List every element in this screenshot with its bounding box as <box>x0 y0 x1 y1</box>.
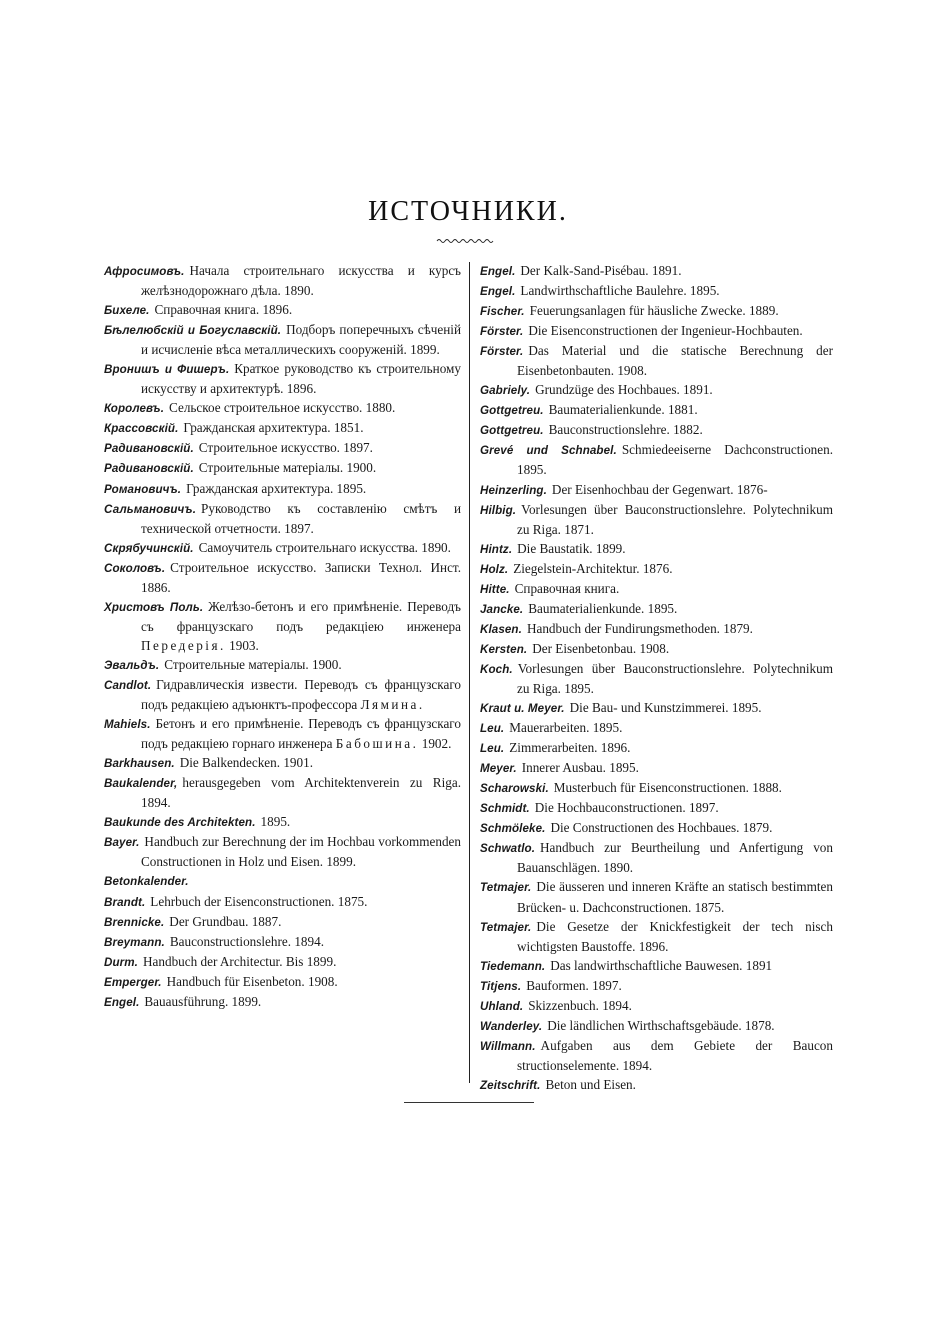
entry-author: Engel. <box>104 995 140 1009</box>
entry-text: Die Balkendecken. 1901. <box>179 755 314 771</box>
entry-text: Бетонъ и его примѣненіе. Переводъ съ французскаго подъ редакціею горнаго инженера <box>141 716 461 752</box>
bibliography-entry <box>480 321 833 341</box>
entry-text: Musterbuch für Eisenconstructionen. 1888. <box>553 780 782 796</box>
entry-author: Scharowski. <box>480 782 549 796</box>
entry-text: Baumaterialienkunde. 1895. <box>528 600 678 616</box>
bibliography-entry <box>104 714 461 753</box>
entry-text: Bauausführung. 1899. <box>144 993 262 1009</box>
bibliography-entry <box>104 438 461 458</box>
entry-editor: Бабошина. <box>335 736 419 752</box>
entry-author: Hitte. <box>480 582 510 596</box>
bibliography-entry <box>104 655 461 675</box>
bibliography-entry <box>104 261 461 300</box>
entry-text: Handbuch für Eisenbeton. 1908. <box>166 973 338 989</box>
bibliography-entry <box>480 380 833 400</box>
entry-text: Желѣзо-бетонъ и его примѣненіе. Переводъ съ французскаго подъ редакціею инженера <box>141 598 461 634</box>
entry-text: Mauerarbeiten. 1895. <box>509 720 623 736</box>
entry-author: Barkhausen. <box>104 757 175 771</box>
bibliography-entry <box>104 538 461 558</box>
entry-author: Bayer. <box>104 836 140 850</box>
entry-text: Die Constructionen des Hochbaues. 1879. <box>550 820 773 836</box>
entry-author: Titjens. <box>480 979 522 993</box>
entry-text: Строительное искусство. 1897. <box>198 440 373 456</box>
entry-author: Schmidt. <box>480 802 530 816</box>
bibliography-entry <box>104 597 461 655</box>
entry-author: Holz. <box>480 562 509 576</box>
entry-author: Brandt. <box>104 895 146 909</box>
bibliography-entry <box>480 341 833 380</box>
entry-text: Der Kalk-Sand-Pisébau. 1891. <box>520 263 682 278</box>
bibliography-entry <box>480 1036 833 1075</box>
bibliography-entry <box>480 261 833 281</box>
entry-text: Feuerungsanlagen für häusliche Zwecke. 1889. <box>529 303 779 319</box>
column-divider <box>469 262 470 1083</box>
entry-author: Willmann. <box>480 1039 536 1053</box>
entry-text: Строительные матеріалы. 1900. <box>198 460 377 476</box>
entry-text: Vorlesungen über Bauconstructionslehre. Polytechnikum zu Riga. 1895. <box>517 660 833 696</box>
bibliography-entry <box>104 992 461 1012</box>
entry-text: Die Baustatik. 1899. <box>517 540 626 556</box>
left-column <box>104 261 461 1012</box>
entry-author: Heinzerling. <box>480 483 547 497</box>
entry-text: Справочная книга. 1896. <box>154 302 293 318</box>
entry-author: Schwatlo. <box>480 842 536 856</box>
entry-author: Королевъ. <box>104 402 165 416</box>
bibliography-entry <box>104 418 461 438</box>
bibliography-entry <box>480 877 833 916</box>
entry-text: Zimmerarbeiten. 1896. <box>509 740 631 756</box>
bibliography-entry <box>480 559 833 579</box>
entry-author: Бѣлелюбскій и Богуславскій. <box>104 324 282 338</box>
bibliography-entry <box>104 675 461 714</box>
entry-author: Zeitschrift. <box>480 1078 541 1092</box>
entry-author: Христовъ Поль. <box>104 600 204 614</box>
entry-author: Kersten. <box>480 642 528 656</box>
bibliography-entry <box>480 758 833 778</box>
entry-text: Beton und Eisen. <box>545 1076 636 1092</box>
entry-author: Meyer. <box>480 762 517 776</box>
bibliography-entry <box>480 301 833 321</box>
bibliography-entry <box>104 458 461 478</box>
entry-author: Candlot. <box>104 678 152 692</box>
bibliography-entry <box>104 499 461 538</box>
title-ornament <box>436 238 494 244</box>
entry-text: Lehrbuch der Eisenconstructionen. 1875. <box>150 893 368 909</box>
entry-author: Fischer. <box>480 305 525 319</box>
entry-text: Краткое руководство къ строительному искусству и архитектурѣ. 1896. <box>141 361 461 397</box>
entry-author: Grevé und Schnabel. <box>480 444 617 458</box>
entry-text: Подборъ поперечныхъ сѣченій и исчисленіе вѣса металлическихъ сооруженій. 1899. <box>141 322 461 358</box>
entry-text: Landwirthschaftliche Baulehre. 1895. <box>520 283 720 299</box>
bibliography-entry <box>104 773 461 812</box>
entry-author: Афросимовъ. <box>104 265 185 278</box>
bibliography-entry <box>480 956 833 976</box>
entry-text: Das Material und die statische Berechnung der Eisenbetonbauten. 1908. <box>517 343 833 379</box>
bibliography-entry <box>480 1016 833 1036</box>
bibliography-entry <box>480 838 833 877</box>
entry-editor: Передерія. <box>141 637 226 653</box>
bibliography-entry <box>480 281 833 301</box>
bibliography-entry <box>480 996 833 1016</box>
entry-author: Koch. <box>480 662 513 676</box>
entry-text: herausgegeben vom Architektenverein zu Riga. 1894. <box>141 775 461 811</box>
entry-text: Гражданская архитектура. 1851. <box>183 420 364 436</box>
entry-author: Романовичъ. <box>104 482 182 496</box>
entry-text: Die Bau- und Kunstzimmerei. 1895. <box>569 700 762 716</box>
entry-text: Aufgaben aus dem Gebiete der Baucon structionselemente. 1894. <box>517 1037 833 1073</box>
entry-author: Betonkalender. <box>104 875 189 889</box>
entry-text: Der Grundbau. 1887. <box>169 913 282 929</box>
entry-author: Сальмановичъ. <box>104 502 197 516</box>
entry-author: Leu. <box>480 742 505 756</box>
entry-year: 1902. <box>418 736 452 752</box>
bibliography-entry <box>480 440 833 479</box>
entry-author: Schmöleke. <box>480 822 546 836</box>
entry-author: Engel. <box>480 265 516 278</box>
bibliography-entry <box>104 320 461 359</box>
entry-text: Die Hochbauconstructionen. 1897. <box>534 800 719 816</box>
entry-text: Начала строительнаго искусства и курсъ желѣзнодорожнаго дѣла. 1890. <box>141 263 461 299</box>
entry-author: Klasen. <box>480 622 522 636</box>
entry-text: Строительное искусство. Записки Технол. Инст. 1886. <box>141 559 461 595</box>
entry-text: Der Eisenhochbau der Gegenwart. 1876- <box>551 481 768 497</box>
entry-text: 1895. <box>260 814 291 830</box>
bibliography-entry <box>480 500 833 539</box>
bibliography-entry <box>104 812 461 832</box>
entry-author: Mahiels. <box>104 718 151 732</box>
bibliography-entry <box>104 300 461 320</box>
bibliography-entry <box>480 659 833 698</box>
entry-text: Skizzenbuch. 1894. <box>528 997 632 1013</box>
page-title: ИСТОЧНИКИ. <box>368 196 568 227</box>
bibliography-entry <box>480 917 833 956</box>
entry-text: Die Eisenconstructionen der Ingenieur-Hochbauten. <box>528 323 803 339</box>
right-column <box>480 261 833 1095</box>
footer-rule <box>404 1102 534 1103</box>
bibliography-entry <box>480 778 833 798</box>
bibliography-entry <box>104 558 461 597</box>
entry-author: Leu. <box>480 722 505 736</box>
entry-author: Hilbig. <box>480 503 517 517</box>
bibliography-entry <box>480 400 833 420</box>
entry-text: Die äusseren und inneren Kräfte an statisch bestimmten Brücken- u. Dachconstructionen. 1875. <box>517 879 833 915</box>
bibliography-entry <box>480 798 833 818</box>
entry-author: Крассовскій. <box>104 422 179 436</box>
bibliography-entry <box>104 952 461 972</box>
entry-text: Гражданская архитектура. 1895. <box>186 480 367 496</box>
bibliography-entry <box>104 912 461 932</box>
entry-text: Bauformen. 1897. <box>526 977 622 993</box>
entry-text: Das landwirthschaftliche Bauwesen. 1891 <box>550 957 773 973</box>
entry-author: Tetmajer. <box>480 920 532 934</box>
entry-author: Вронишъ и Фишеръ. <box>104 363 230 377</box>
entry-text: Der Eisenbetonbau. 1908. <box>532 640 670 656</box>
entry-author: Wanderley. <box>480 1019 543 1033</box>
entry-text: Die ländlichen Wirthschaftsgebäude. 1878. <box>547 1017 775 1033</box>
bibliography-entry <box>104 359 461 398</box>
bibliography-entry <box>480 698 833 718</box>
entry-author: Эвальдъ. <box>104 658 160 672</box>
bibliography-entry <box>480 639 833 659</box>
entry-author: Скрябучинскій. <box>104 541 194 555</box>
entry-text: Handbuch zur Beurtheilung und Anfertigung von Bauanschlägen. 1890. <box>517 840 833 876</box>
entry-author: Kraut u. Meyer. <box>480 702 565 716</box>
entry-author: Uhland. <box>480 999 524 1013</box>
entry-author: Hintz. <box>480 542 513 556</box>
entry-author: Durm. <box>104 955 138 969</box>
bibliography-entry <box>480 539 833 559</box>
entry-author: Gottgetreu. <box>480 404 544 418</box>
entry-text: Vorlesungen über Bauconstructionslehre. Polytechnikum zu Riga. 1871. <box>517 501 833 537</box>
bibliography-entry <box>480 599 833 619</box>
entry-author: Gabriely. <box>480 384 531 398</box>
entry-text: Bauconstructionslehre. 1882. <box>548 422 703 438</box>
entry-author: Радивановскій. <box>104 462 194 476</box>
entry-author: Jancke. <box>480 602 524 616</box>
entry-author: Gottgetreu. <box>480 424 544 438</box>
entry-text: Bauconstructionslehre. 1894. <box>169 933 325 949</box>
entry-text: Handbuch der Fundirungsmethoden. 1879. <box>526 620 753 636</box>
entry-author: Förster. <box>480 325 524 339</box>
entry-text: Гидравлическія извести. Переводъ съ французскаго подъ редакціею адъюнктъ-профессора <box>141 676 461 713</box>
entry-author: Tiedemann. <box>480 959 546 973</box>
entry-text: Grundzüge des Hochbaues. 1891. <box>535 382 713 398</box>
entry-author: Соколовъ. <box>104 561 166 575</box>
entry-text: Baumaterialienkunde. 1881. <box>548 402 698 418</box>
entry-text: Innerer Ausbau. 1895. <box>521 760 639 776</box>
bibliography-entry <box>480 480 833 500</box>
entry-text: Die Gesetze der Knickfestigkeit der tech nisch wichtigsten Baustoffe. 1896. <box>517 918 833 954</box>
bibliography-entry <box>480 738 833 758</box>
bibliography-entry <box>480 619 833 639</box>
entry-author: Tetmajer. <box>480 881 532 895</box>
bibliography-entry <box>480 420 833 440</box>
entry-text: Руководство къ составленію смѣтъ и технической отчетности. 1897. <box>141 500 461 536</box>
entry-text: Строительные матеріалы. 1900. <box>164 656 342 672</box>
entry-author: Brennicke. <box>104 915 165 929</box>
entry-author: Радивановскій. <box>104 442 194 456</box>
entry-text: Самоучитель строительнаго искусства. 1890. <box>198 539 451 555</box>
bibliography-entry <box>480 718 833 738</box>
entry-author: Breymann. <box>104 935 165 949</box>
bibliography-entry <box>104 753 461 773</box>
entry-year: 1903. <box>225 637 259 653</box>
bibliography-entry <box>104 398 461 418</box>
bibliography-entry <box>480 1075 833 1095</box>
bibliography-entry <box>104 932 461 952</box>
entry-author: Engel. <box>480 285 516 299</box>
entry-text: Handbuch zur Berechnung der im Hochbau vorkommenden Constructionen in Holz und Eisen. 1899. <box>141 834 461 870</box>
bibliography-entry <box>480 579 833 599</box>
entry-text: Сельское строительное искусство. 1880. <box>169 400 396 416</box>
bibliography-entry <box>104 832 461 871</box>
entry-author: Emperger. <box>104 975 162 989</box>
bibliography-entry <box>104 972 461 992</box>
entry-text: Schmiedeeiserne Dachconstructionen. 1895. <box>517 442 833 478</box>
entry-author: Бихеле. <box>104 304 150 318</box>
entry-text: Ziegelstein-Architektur. 1876. <box>513 560 673 576</box>
entry-editor: Лямина. <box>360 697 425 713</box>
entry-author: Förster. <box>480 345 524 359</box>
bibliography-entry <box>480 976 833 996</box>
entry-text: Справочная книга. <box>514 580 620 596</box>
bibliography-entry <box>104 871 461 891</box>
bibliography-entry <box>104 892 461 912</box>
entry-text: Handbuch der Architectur. Bis 1899. <box>143 953 337 969</box>
bibliography-entry <box>104 479 461 499</box>
bibliography-entry <box>480 818 833 838</box>
entry-author: Baukunde des Architekten. <box>104 816 256 830</box>
entry-author: Baukalender, <box>104 777 178 791</box>
